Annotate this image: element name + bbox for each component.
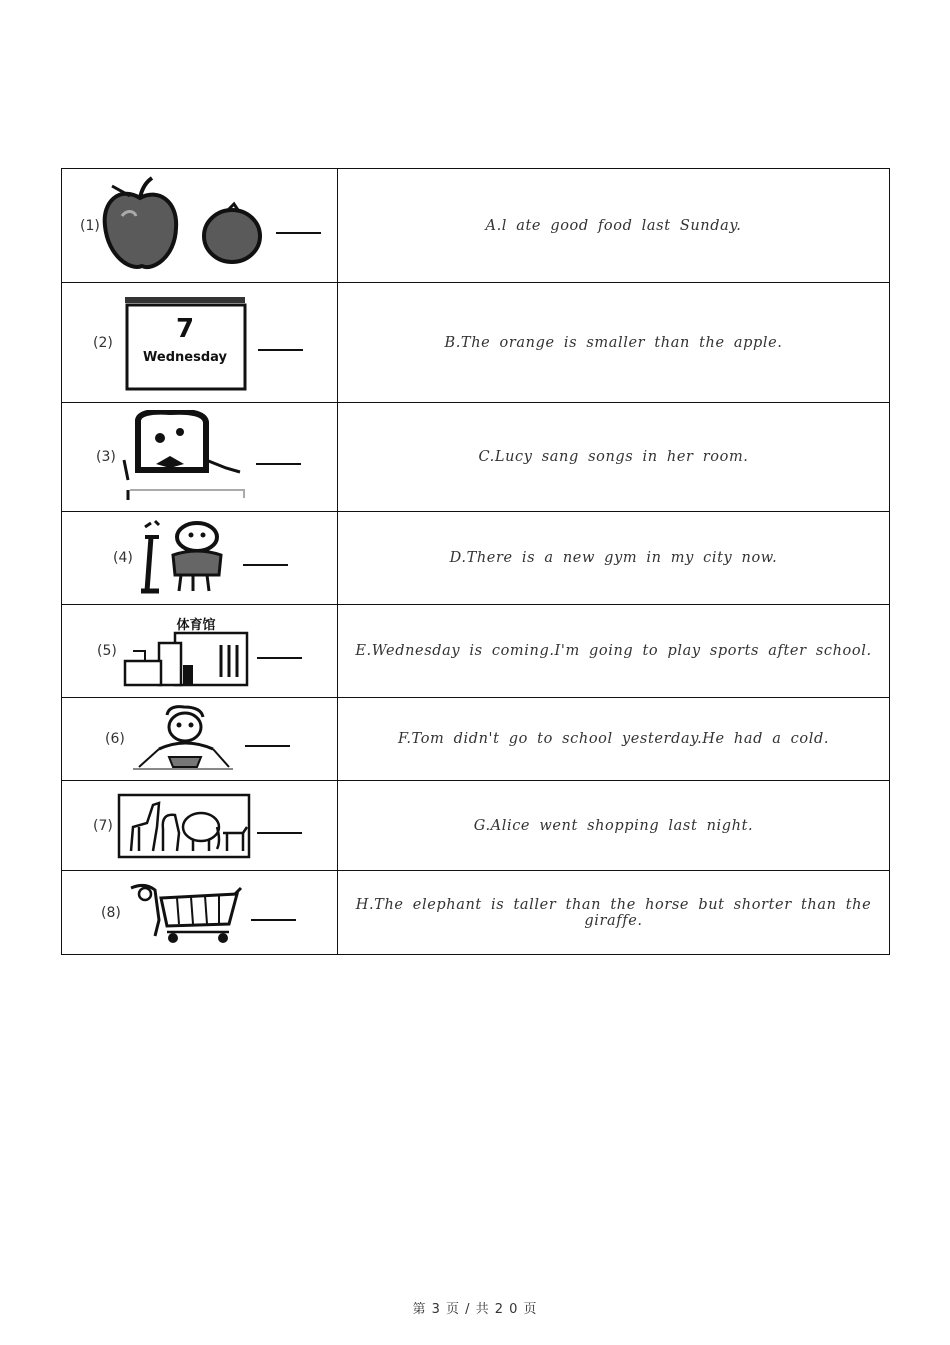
sentence-cell: C.Lucy sang songs in her room.: [338, 403, 890, 512]
picture-cell: [62, 512, 338, 605]
item-number: (1): [80, 217, 100, 234]
sentence-cell: D.There is a new gym in my city now.: [338, 512, 890, 605]
item-number: (8): [101, 904, 121, 921]
sick-boy-icon: [120, 410, 250, 505]
picture-cell: [62, 605, 338, 698]
table-row: [62, 283, 890, 403]
answer-blank[interactable]: [257, 657, 302, 659]
sentence-cell: B.The orange is smaller than the apple.: [338, 283, 890, 403]
calendar-weekday: Wednesday: [142, 349, 227, 365]
picture-cell: [62, 698, 338, 781]
singing-girl-icon: [137, 519, 237, 597]
table-row: [62, 403, 890, 512]
gym-building-icon: [121, 615, 251, 687]
eating-boy-icon: [129, 705, 239, 773]
picture-cell: [62, 169, 338, 283]
table-row: [62, 698, 890, 781]
table-row: [62, 512, 890, 605]
sentence-cell: G.Alice went shopping last night.: [338, 781, 890, 871]
item-number: (5): [97, 643, 117, 659]
calendar-day: 7: [175, 313, 194, 344]
answer-blank[interactable]: [276, 232, 321, 234]
picture-cell: [62, 283, 338, 403]
answer-blank[interactable]: [251, 919, 296, 921]
sentence-cell: F.Tom didn't go to school yesterday.He had a cold.: [338, 698, 890, 781]
matching-table: [61, 168, 890, 955]
picture-cell: [62, 871, 338, 955]
item-number: (3): [96, 449, 116, 465]
animals-icon: [117, 793, 251, 859]
item-number: (6): [105, 731, 125, 747]
sentence-cell: E.Wednesday is coming.I'm going to play sports after school.: [338, 605, 890, 698]
calendar-icon: [117, 293, 252, 393]
table-row: [62, 871, 890, 955]
page-footer: 第 3 页 / 共 2 0 页: [412, 1302, 538, 1317]
item-number: (7): [93, 817, 113, 834]
sentence-cell: H.The elephant is taller than the horse but shorter than the giraffe.: [338, 871, 890, 955]
table-row: [62, 169, 890, 283]
apple-orange-icon: [100, 176, 270, 276]
answer-blank[interactable]: [258, 349, 303, 351]
answer-blank[interactable]: [256, 463, 301, 465]
picture-cell: [62, 781, 338, 871]
table-row: [62, 605, 890, 698]
answer-blank[interactable]: [243, 564, 288, 566]
sentence-cell: A.l ate good food last Sunday.: [338, 169, 890, 283]
answer-blank[interactable]: [245, 745, 290, 747]
gym-sign: 体育馆: [176, 618, 216, 633]
answer-blank[interactable]: [257, 832, 302, 834]
shopping-cart-icon: [125, 880, 245, 946]
table-row: [62, 781, 890, 871]
item-number: (4): [113, 550, 133, 566]
picture-cell: [62, 403, 338, 512]
item-number: (2): [93, 334, 113, 351]
